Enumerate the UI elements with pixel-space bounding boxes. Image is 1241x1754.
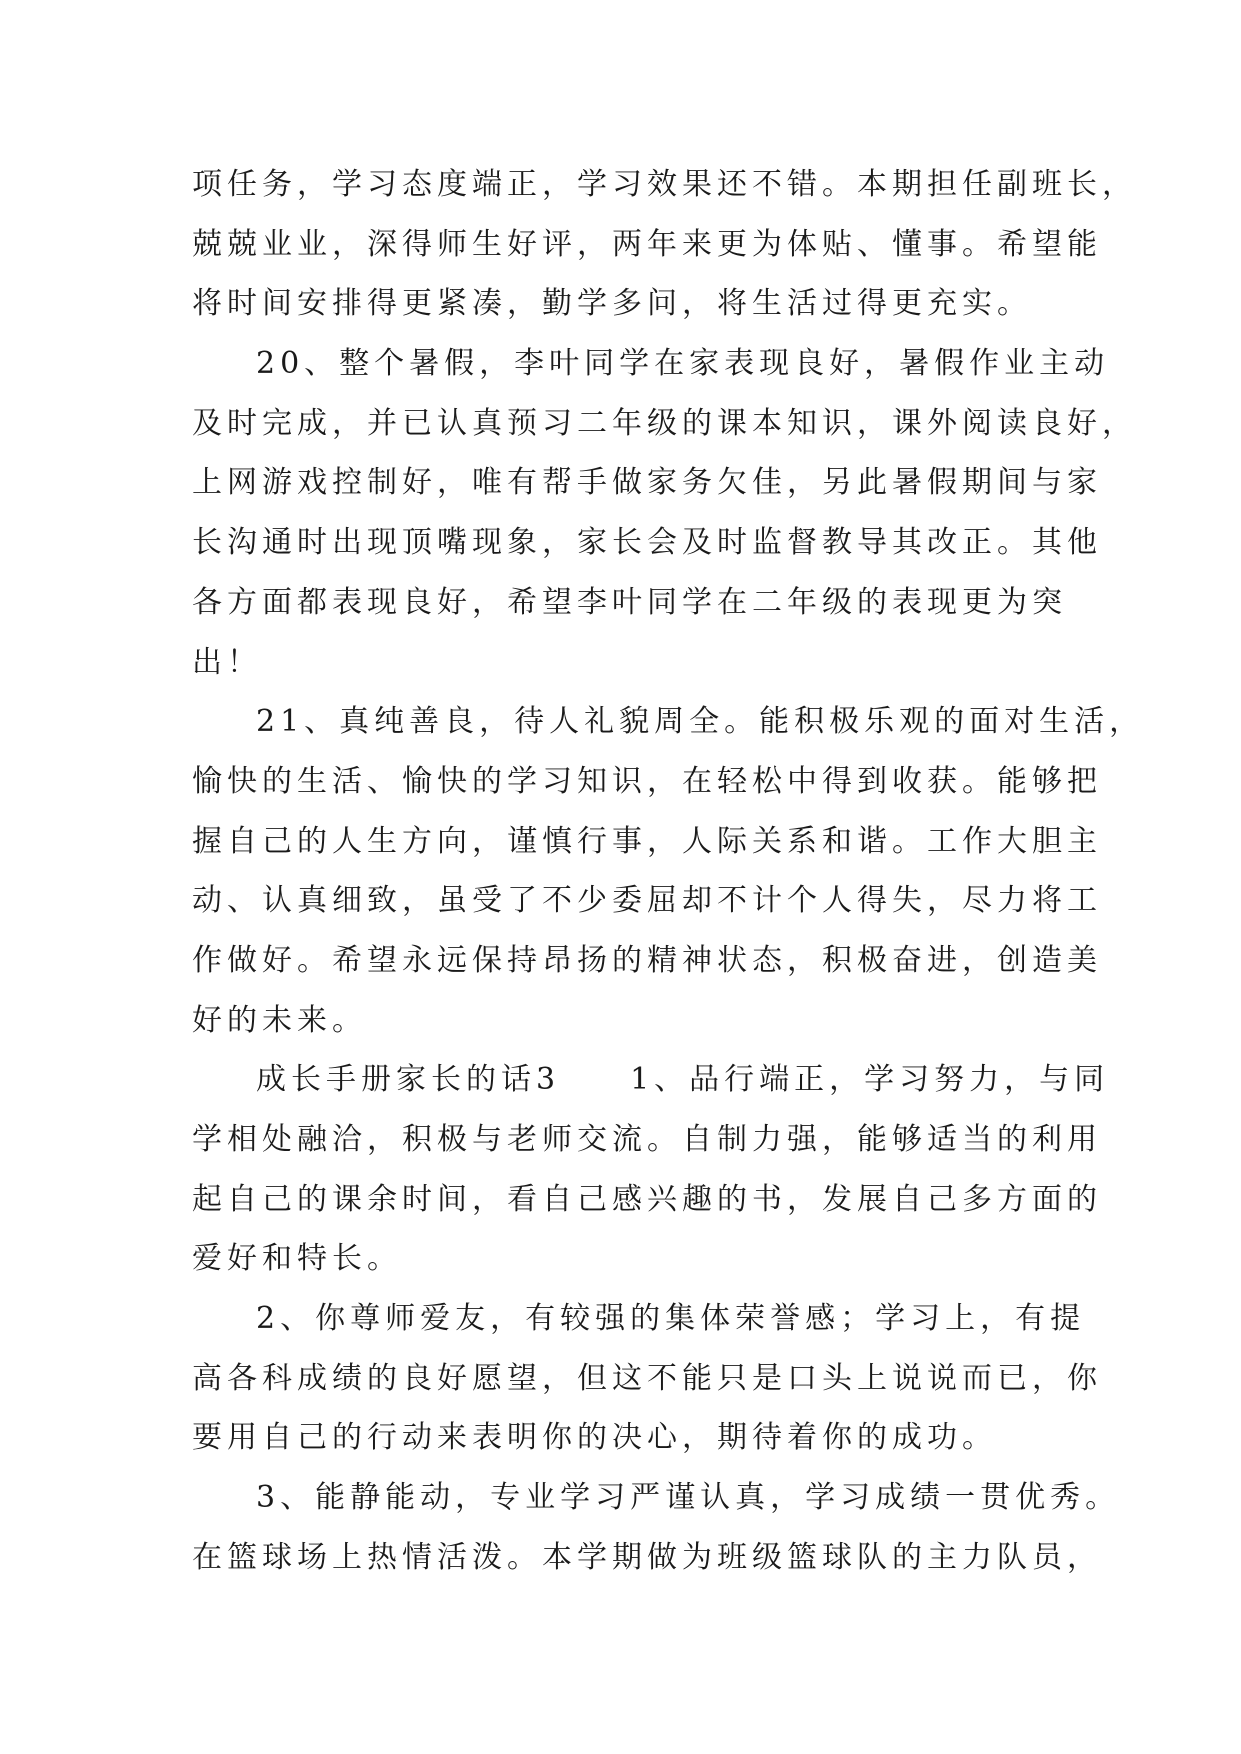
body-text-line: 动、认真细致，虽受了不少委屈却不计个人得失，尽力将工 <box>192 883 1102 919</box>
body-text-line: 出！ <box>192 644 262 680</box>
body-text-line: 在篮球场上热情活泼。本学期做为班级篮球队的主力队员， <box>192 1539 1102 1575</box>
body-text-line: 上网游戏控制好，唯有帮手做家务欠佳，另此暑假期间与家 <box>192 465 1102 501</box>
body-text-line: 握自己的人生方向，谨慎行事，人际关系和谐。工作大胆主 <box>192 823 1102 859</box>
body-text-line: 将时间安排得更紧凑，勤学多问，将生活过得更充实。 <box>192 286 1032 322</box>
paragraph-20-start: 20、整个暑假，李叶同学在家表现良好，暑假作业主动 <box>256 346 1110 382</box>
body-text-line: 项任务，学习态度端正，学习效果还不错。本期担任副班长， <box>192 167 1137 202</box>
body-text-line: 愉快的生活、愉快的学习知识，在轻松中得到收获。能够把 <box>192 763 1102 799</box>
body-text-line: 及时完成，并已认真预习二年级的课本知识，课外阅读良好， <box>192 405 1137 441</box>
body-text-line: 兢兢业业，深得师生好评，两年来更为体贴、懂事。希望能 <box>192 226 1102 262</box>
body-text-line: 各方面都表现良好，希望李叶同学在二年级的表现更为突 <box>192 584 1067 620</box>
paragraph-3-start: 3、能静能动，专业学习严谨认真，学习成绩一贯优秀。 <box>256 1480 1121 1516</box>
body-text-line: 长沟通时出现顶嘴现象，家长会及时监督教导其改正。其他 <box>192 525 1102 561</box>
body-text-line: 作做好。希望永远保持昂扬的精神状态，积极奋进，创造美 <box>192 942 1102 978</box>
body-text-line: 要用自己的行动来表明你的决心，期待着你的成功。 <box>192 1420 997 1456</box>
body-text-line: 爱好和特长。 <box>192 1241 402 1277</box>
paragraph-2-start: 2、你尊师爱友，有较强的集体荣誉感；学习上，有提 <box>256 1301 1086 1337</box>
body-text-line: 好的未来。 <box>192 1002 367 1038</box>
paragraph-21-start: 21、真纯善良，待人礼貌周全。能积极乐观的面对生活， <box>256 704 1145 740</box>
body-text-line: 高各科成绩的良好愿望，但这不能只是口头上说说而已，你 <box>192 1360 1102 1396</box>
document-body <box>192 155 1145 1588</box>
section-3-heading-line: 成长手册家长的话3 1、品行端正，学习努力，与同 <box>256 1062 1110 1098</box>
body-text-line: 学相处融洽，积极与老师交流。自制力强，能够适当的利用 <box>192 1122 1102 1157</box>
body-text-line: 起自己的课余时间，看自己感兴趣的书，发展自己多方面的 <box>192 1181 1102 1217</box>
